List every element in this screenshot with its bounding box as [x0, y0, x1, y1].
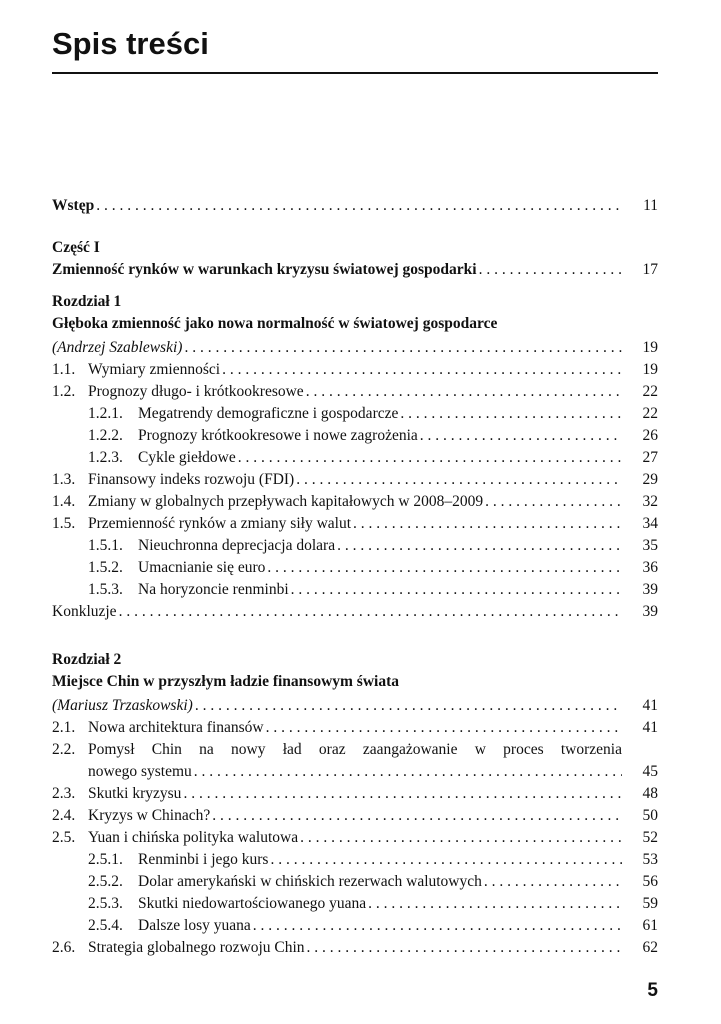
toc-entry-number: 2.1.: [52, 719, 76, 736]
leader-dots: [418, 425, 622, 447]
toc-entry-page: 56: [642, 873, 658, 890]
toc-entry-number: 1.2.2.: [88, 427, 123, 444]
toc-entry-page: 61: [642, 917, 658, 934]
toc-entry-page: 48: [642, 785, 658, 802]
leader-dots: [335, 535, 622, 557]
toc-entry-text: Na horyzoncie renminbi: [138, 581, 289, 598]
toc-entry-text: Zmiany w globalnych przepływach kapitałowych w 2008–2009: [88, 493, 484, 510]
toc-entry[interactable]: [52, 403, 658, 425]
toc-entry-page: 22: [642, 383, 658, 400]
toc-entry-text: Dalsze losy yuana: [138, 917, 251, 934]
toc-entry-number: 1.2.1.: [88, 405, 123, 422]
toc-entry-number: 1.2.3.: [88, 449, 123, 466]
leader-dots: [398, 403, 622, 425]
leader-dots: [220, 359, 622, 381]
toc-entry[interactable]: [52, 425, 658, 447]
toc-entry-author[interactable]: [52, 695, 658, 717]
toc-entry-part1[interactable]: [52, 259, 658, 281]
part-label: Część I: [52, 239, 100, 256]
toc-entry-page: 19: [642, 361, 658, 378]
toc-entry[interactable]: [52, 717, 658, 739]
toc-entry[interactable]: [52, 535, 658, 557]
leader-dots: [305, 937, 622, 959]
toc-entry-page: 41: [642, 697, 658, 714]
leader-dots: [265, 557, 622, 579]
chapter-title: Głęboka zmienność jako nowa normalność w światowej gospodarce: [52, 315, 498, 332]
leader-dots: [351, 513, 622, 535]
leader-dots: [181, 783, 622, 805]
toc-entry-text: Dolar amerykański w chińskich rezerwach walutowych: [138, 873, 482, 890]
toc-entry-text: Konkluzje: [52, 603, 117, 620]
toc-entry[interactable]: [52, 849, 658, 871]
leader-dots: [477, 259, 622, 281]
toc-entry[interactable]: [52, 579, 658, 601]
toc-entry-number: 1.3.: [52, 471, 76, 488]
toc-entry-page: 41: [642, 719, 658, 736]
toc-entry-page: 22: [642, 405, 658, 422]
toc-entry-number: 2.4.: [52, 807, 76, 824]
title-rule: [52, 72, 658, 74]
toc-entry[interactable]: [52, 827, 658, 849]
toc-entry-number: 2.3.: [52, 785, 76, 802]
toc-entry-page: 26: [642, 427, 658, 444]
toc-entry-page: 27: [642, 449, 658, 466]
chapter-title: Miejsce Chin w przyszłym ładzie finansowym świata: [52, 673, 399, 690]
toc-entry-text: Yuan i chińska polityka walutowa: [88, 829, 299, 846]
toc-entry-number: 2.6.: [52, 939, 76, 956]
leader-dots: [264, 717, 622, 739]
leader-dots: [236, 447, 622, 469]
author-name: (Andrzej Szablewski): [52, 339, 183, 356]
toc-entry-continuation[interactable]: [52, 761, 658, 783]
leader-dots: [482, 871, 622, 893]
chapter-label: Rozdział 2: [52, 651, 122, 668]
toc-entry-text: Renminbi i jego kurs: [138, 851, 269, 868]
toc-entry-text: Skutki niedowartościowanego yuana: [138, 895, 367, 912]
toc-entry-text: Skutki kryzysu: [88, 785, 182, 802]
leader-dots: [193, 695, 622, 717]
toc-entry-text: Nieuchronna deprecjacja dolara: [138, 537, 336, 554]
toc-entry-page: 29: [642, 471, 658, 488]
toc-entry-number: 1.5.2.: [88, 559, 123, 576]
toc-entry-text: Strategia globalnego rozwoju Chin: [88, 939, 305, 956]
leader-dots: [251, 915, 622, 937]
toc-entry[interactable]: [52, 447, 658, 469]
toc-entry-text: Wstęp: [52, 197, 95, 214]
toc-entry-number: 2.5.2.: [88, 873, 123, 890]
toc-entry[interactable]: [52, 469, 658, 491]
toc-entry-author[interactable]: [52, 337, 658, 359]
author-name: (Mariusz Trzaskowski): [52, 697, 193, 714]
toc-entry-page: 62: [642, 939, 658, 956]
toc-entry-page: 45: [642, 763, 658, 780]
toc-entry-text: Zmienność rynków w warunkach kryzysu światowej gospodarki: [52, 261, 477, 278]
toc-entry-page: 59: [642, 895, 658, 912]
toc-entry-page: 17: [642, 261, 658, 278]
leader-dots: [289, 579, 622, 601]
page-number: 5: [647, 980, 658, 1001]
toc-entry-text: Nowa architektura finansów: [88, 719, 264, 736]
toc-entry-page: 11: [643, 197, 658, 214]
leader-dots: [366, 893, 622, 915]
toc-entry-text: Kryzys w Chinach?: [88, 807, 211, 824]
leader-dots: [268, 849, 622, 871]
toc-entry-number: 2.5.3.: [88, 895, 123, 912]
toc-entry[interactable]: [52, 601, 658, 623]
toc-entry[interactable]: [52, 937, 658, 959]
leader-dots: [192, 761, 622, 783]
leader-dots: [298, 827, 622, 849]
toc-entry-page: 35: [642, 537, 658, 554]
page-title: Spis treści: [52, 26, 209, 61]
toc-entry[interactable]: [52, 893, 658, 915]
toc-entry[interactable]: [52, 513, 658, 535]
toc-entry[interactable]: [52, 871, 658, 893]
toc-entry-page: 34: [642, 515, 658, 532]
toc-entry[interactable]: [52, 359, 658, 381]
toc-entry-text: Finansowy indeks rozwoju (FDI): [88, 471, 295, 488]
toc-entry-number: 2.2.: [52, 741, 76, 758]
leader-dots: [117, 601, 622, 623]
toc-entry-number: 2.5.1.: [88, 851, 123, 868]
toc-entry-number: 1.1.: [52, 361, 76, 378]
leader-dots: [304, 381, 622, 403]
toc-entry-page: 39: [642, 581, 658, 598]
toc-entry-page: 19: [642, 339, 658, 356]
toc-entry-text: Prognozy krótkookresowe i nowe zagrożenia: [138, 427, 418, 444]
toc-entry-number: 1.5.3.: [88, 581, 123, 598]
toc-entry-page: 53: [642, 851, 658, 868]
toc-entry-number: 1.2.: [52, 383, 76, 400]
toc-entry-text: nowego systemu: [88, 763, 192, 780]
toc-entry-number: 1.5.: [52, 515, 76, 532]
toc-entry-page: 52: [642, 829, 658, 846]
toc-entry-text: Prognozy długo- i krótkookresowe: [88, 383, 304, 400]
toc-entry-text: Przemienność rynków a zmiany siły walut: [88, 515, 352, 532]
toc-entry[interactable]: [52, 491, 658, 513]
toc-entry[interactable]: [52, 915, 658, 937]
toc-entry-page: 39: [642, 603, 658, 620]
toc-entry-wstep[interactable]: [52, 195, 658, 217]
toc-entry-text: Umacnianie się euro: [138, 559, 266, 576]
toc-entry-text: Megatrendy demograficzne i gospodarcze: [138, 405, 399, 422]
toc-entry[interactable]: [52, 783, 658, 805]
leader-dots: [483, 491, 622, 513]
toc-entry-page: 36: [642, 559, 658, 576]
toc-entry-text: Wymiary zmienności: [88, 361, 221, 378]
leader-dots: [210, 805, 622, 827]
chapter-label: Rozdział 1: [52, 293, 122, 310]
toc-entry-page: 50: [642, 807, 658, 824]
toc-entry[interactable]: [52, 805, 658, 827]
toc-entry[interactable]: [52, 381, 658, 403]
toc-entry-text: Cykle giełdowe: [138, 449, 236, 466]
toc-entry-page: 32: [642, 493, 658, 510]
toc-entry-number: 2.5.: [52, 829, 76, 846]
leader-dots: [294, 469, 622, 491]
toc-entry[interactable]: [52, 739, 658, 761]
toc-entry-number: 2.5.4.: [88, 917, 123, 934]
toc-entry[interactable]: [52, 557, 658, 579]
toc-entry-number: 1.4.: [52, 493, 76, 510]
toc-entry-text: Pomysł Chin na nowy ład oraz zaangażowanie w proces tworzenia: [88, 741, 622, 758]
toc-entry-number: 1.5.1.: [88, 537, 123, 554]
leader-dots: [182, 337, 622, 359]
leader-dots: [94, 195, 622, 217]
